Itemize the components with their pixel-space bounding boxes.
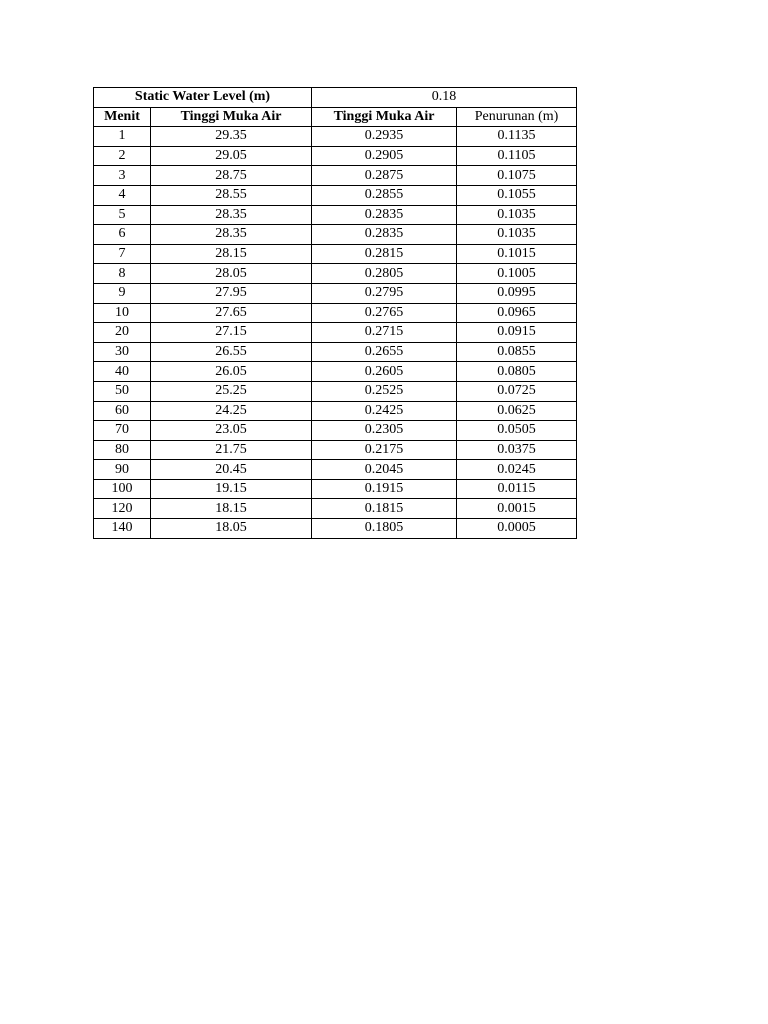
cell-penurunan: 0.0965	[457, 303, 577, 323]
cell-tinggi-muka-air-cm: 19.15	[151, 479, 312, 499]
cell-menit: 50	[94, 381, 151, 401]
cell-penurunan: 0.0005	[457, 519, 577, 539]
cell-tinggi-muka-air-cm: 28.75	[151, 166, 312, 186]
static-water-level-label: Static Water Level (m)	[94, 88, 312, 108]
data-sheet	[93, 87, 577, 539]
cell-tinggi-muka-air-cm: 29.05	[151, 146, 312, 166]
cell-tinggi-muka-air-m: 0.2805	[312, 264, 457, 284]
cell-menit: 5	[94, 205, 151, 225]
cell-tinggi-muka-air-cm: 26.05	[151, 362, 312, 382]
cell-tinggi-muka-air-cm: 18.15	[151, 499, 312, 519]
cell-penurunan: 0.0915	[457, 323, 577, 343]
cell-tinggi-muka-air-m: 0.2655	[312, 342, 457, 362]
cell-menit: 30	[94, 342, 151, 362]
cell-tinggi-muka-air-m: 0.2815	[312, 244, 457, 264]
cell-menit: 120	[94, 499, 151, 519]
table-row	[94, 185, 577, 205]
cell-tinggi-muka-air-cm: 27.15	[151, 323, 312, 343]
cell-menit: 60	[94, 401, 151, 421]
cell-tinggi-muka-air-m: 0.2795	[312, 283, 457, 303]
cell-penurunan: 0.0855	[457, 342, 577, 362]
table-row	[94, 323, 577, 343]
cell-tinggi-muka-air-m: 0.2715	[312, 323, 457, 343]
table-title-row	[94, 88, 577, 108]
cell-tinggi-muka-air-m: 0.2935	[312, 127, 457, 147]
table-row	[94, 342, 577, 362]
cell-penurunan: 0.1135	[457, 127, 577, 147]
table-row	[94, 401, 577, 421]
header-menit: Menit	[94, 107, 151, 127]
table-row	[94, 519, 577, 539]
cell-menit: 8	[94, 264, 151, 284]
table-row	[94, 381, 577, 401]
cell-tinggi-muka-air-cm: 28.35	[151, 205, 312, 225]
cell-tinggi-muka-air-m: 0.2905	[312, 146, 457, 166]
cell-tinggi-muka-air-cm: 25.25	[151, 381, 312, 401]
table-row	[94, 479, 577, 499]
cell-menit: 10	[94, 303, 151, 323]
cell-penurunan: 0.0505	[457, 421, 577, 441]
cell-tinggi-muka-air-cm: 27.65	[151, 303, 312, 323]
cell-tinggi-muka-air-cm: 28.05	[151, 264, 312, 284]
cell-penurunan: 0.0375	[457, 440, 577, 460]
cell-menit: 80	[94, 440, 151, 460]
cell-menit: 3	[94, 166, 151, 186]
cell-tinggi-muka-air-cm: 28.55	[151, 185, 312, 205]
cell-tinggi-muka-air-cm: 27.95	[151, 283, 312, 303]
cell-tinggi-muka-air-m: 0.2765	[312, 303, 457, 323]
table-row	[94, 283, 577, 303]
header-tinggi-muka-air-cm: Tinggi Muka Air	[151, 107, 312, 127]
static-water-level-value: 0.18	[312, 88, 577, 108]
cell-penurunan: 0.1105	[457, 146, 577, 166]
cell-tinggi-muka-air-m: 0.2875	[312, 166, 457, 186]
cell-menit: 90	[94, 460, 151, 480]
cell-tinggi-muka-air-cm: 21.75	[151, 440, 312, 460]
cell-penurunan: 0.1005	[457, 264, 577, 284]
cell-tinggi-muka-air-m: 0.2605	[312, 362, 457, 382]
table-row	[94, 244, 577, 264]
cell-tinggi-muka-air-m: 0.2175	[312, 440, 457, 460]
cell-tinggi-muka-air-m: 0.2855	[312, 185, 457, 205]
cell-tinggi-muka-air-cm: 28.35	[151, 225, 312, 245]
cell-tinggi-muka-air-m: 0.1815	[312, 499, 457, 519]
cell-tinggi-muka-air-m: 0.1915	[312, 479, 457, 499]
header-tinggi-muka-air-m: Tinggi Muka Air	[312, 107, 457, 127]
table-row	[94, 499, 577, 519]
cell-tinggi-muka-air-m: 0.2835	[312, 205, 457, 225]
cell-menit: 20	[94, 323, 151, 343]
cell-tinggi-muka-air-cm: 18.05	[151, 519, 312, 539]
table-row	[94, 303, 577, 323]
table-row	[94, 127, 577, 147]
cell-menit: 9	[94, 283, 151, 303]
table-row	[94, 421, 577, 441]
cell-penurunan: 0.1035	[457, 205, 577, 225]
table-row	[94, 440, 577, 460]
cell-tinggi-muka-air-cm: 28.15	[151, 244, 312, 264]
table-header-row	[94, 107, 577, 127]
cell-menit: 7	[94, 244, 151, 264]
table-row	[94, 460, 577, 480]
water-level-table	[93, 87, 577, 539]
cell-tinggi-muka-air-m: 0.2835	[312, 225, 457, 245]
table-row	[94, 225, 577, 245]
table-row	[94, 205, 577, 225]
cell-tinggi-muka-air-m: 0.2305	[312, 421, 457, 441]
cell-penurunan: 0.0115	[457, 479, 577, 499]
cell-tinggi-muka-air-cm: 24.25	[151, 401, 312, 421]
cell-tinggi-muka-air-cm: 29.35	[151, 127, 312, 147]
table-row	[94, 146, 577, 166]
cell-menit: 70	[94, 421, 151, 441]
cell-penurunan: 0.1035	[457, 225, 577, 245]
table-row	[94, 166, 577, 186]
cell-tinggi-muka-air-cm: 23.05	[151, 421, 312, 441]
cell-menit: 2	[94, 146, 151, 166]
cell-tinggi-muka-air-cm: 26.55	[151, 342, 312, 362]
cell-menit: 40	[94, 362, 151, 382]
cell-penurunan: 0.0725	[457, 381, 577, 401]
cell-penurunan: 0.1015	[457, 244, 577, 264]
cell-tinggi-muka-air-m: 0.1805	[312, 519, 457, 539]
cell-penurunan: 0.0805	[457, 362, 577, 382]
cell-tinggi-muka-air-cm: 20.45	[151, 460, 312, 480]
cell-menit: 6	[94, 225, 151, 245]
cell-tinggi-muka-air-m: 0.2525	[312, 381, 457, 401]
cell-penurunan: 0.0245	[457, 460, 577, 480]
cell-tinggi-muka-air-m: 0.2045	[312, 460, 457, 480]
cell-menit: 4	[94, 185, 151, 205]
cell-penurunan: 0.0015	[457, 499, 577, 519]
cell-penurunan: 0.1055	[457, 185, 577, 205]
cell-menit: 140	[94, 519, 151, 539]
cell-menit: 1	[94, 127, 151, 147]
cell-menit: 100	[94, 479, 151, 499]
table-row	[94, 362, 577, 382]
cell-penurunan: 0.0625	[457, 401, 577, 421]
cell-tinggi-muka-air-m: 0.2425	[312, 401, 457, 421]
cell-penurunan: 0.0995	[457, 283, 577, 303]
table-row	[94, 264, 577, 284]
header-penurunan: Penurunan (m)	[457, 107, 577, 127]
cell-penurunan: 0.1075	[457, 166, 577, 186]
